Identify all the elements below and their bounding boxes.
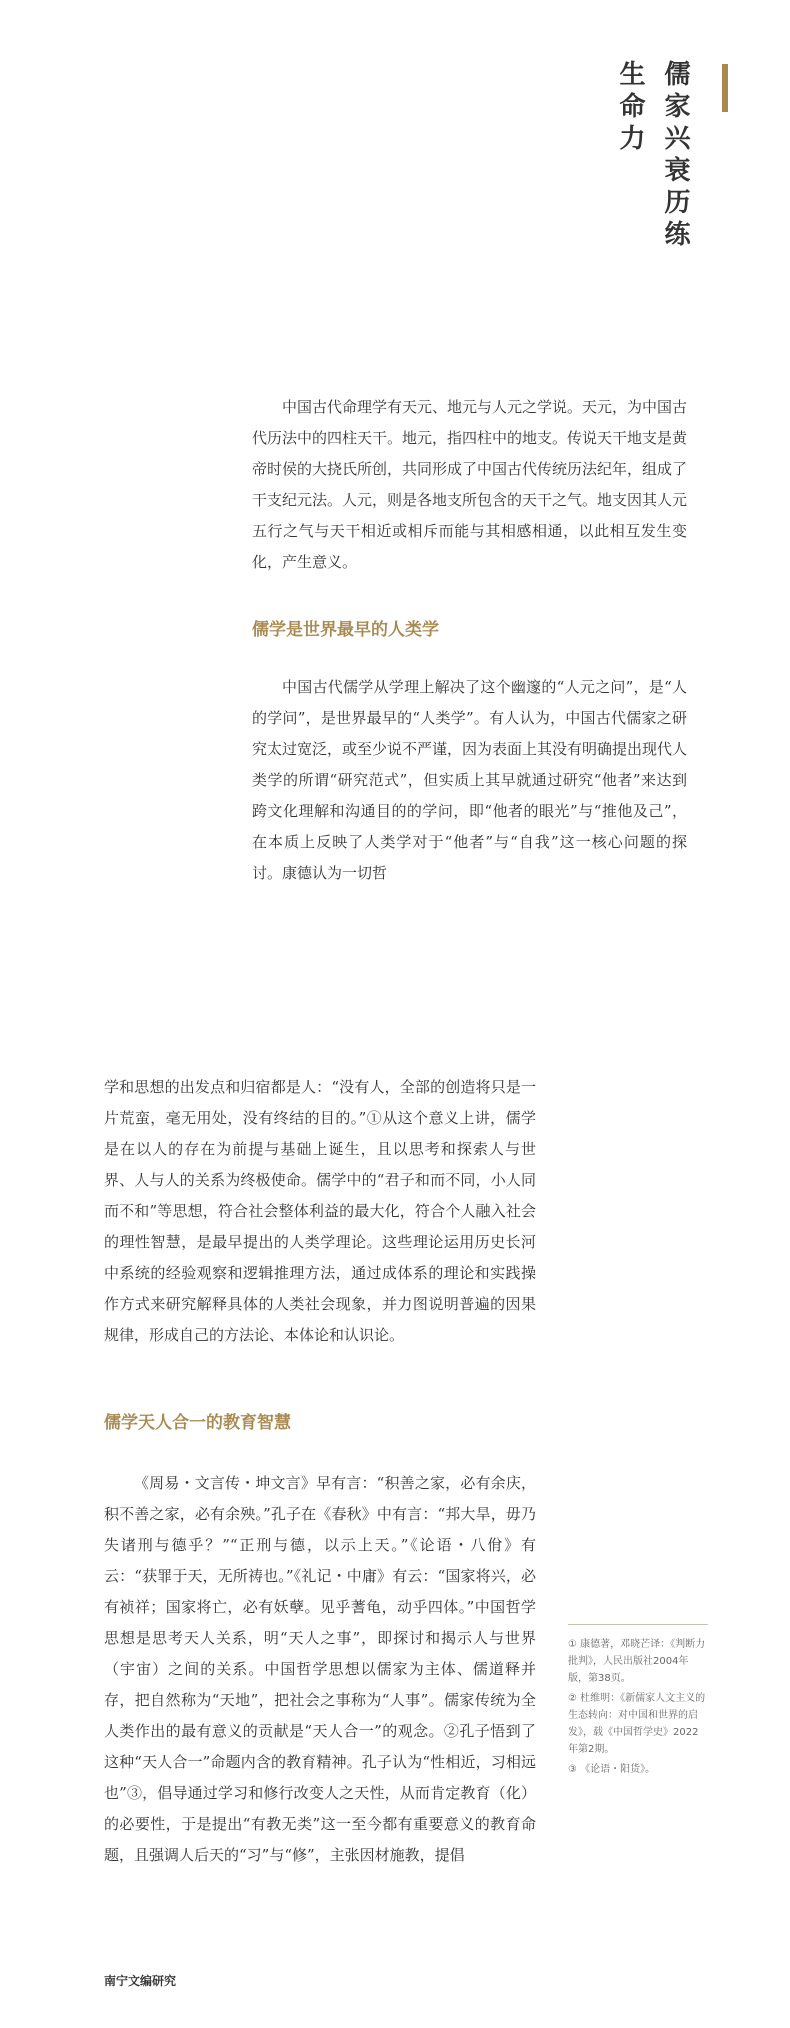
title-column-2: 生命力 [615, 60, 645, 156]
paragraph-anthropology: 中国古代儒学从学理上解决了这个幽邃的“人元之问”，是“人的学问”，是世界最早的“人类学”。有人认为，中国古代儒家之研究太过宽泛，或至少说不严谨，因为表面上其没有明确提出现代人类学的所谓“研究范式”，但实质上其早就通过研究“他者”来达到跨文化理解和沟通目的的学问，即“他者的眼光”与“推他及己”，在本质上反映了人类学对于“他者”与“自我”这一核心问题的探讨。康德认为一切哲 [252, 678, 688, 882]
title-column-1: 儒家兴衰历练 [660, 60, 690, 252]
footnotes [568, 1636, 708, 1781]
vertical-title [612, 60, 694, 252]
footnote-3: ③ 《论语・阳货》。 [568, 1764, 656, 1775]
footnote-2: ② 杜维明：《新儒家人文主义的生态转向：对中国和世界的启发》，载《中国哲学史》2022年第2期。 [568, 1693, 706, 1755]
section-heading-education: 儒学天人合一的教育智慧 [104, 1413, 291, 1433]
section-heading-anthropology: 儒学是世界最早的人类学 [252, 620, 439, 640]
footnote-1: ① 康德著，邓晓芒译：《判断力批判》，人民出版社2004年版，第38页。 [568, 1639, 706, 1684]
paragraph-education: 《周易・文言传・坤文言》早有言：“积善之家，必有余庆，积不善之家，必有余殃。”孔子在《春秋》中有言：“邦大旱，毋乃失诸刑与德乎？”“正刑与德，以示上天。”《论语・八佾》有云：“获罪于天，无所祷也。”《礼记・中庸》有云：“国家将兴，必有祯祥；国家将亡，必有妖孽。见乎蓍龟，动乎四体。”中国哲学思想是思考天人关系，明“天人之事”，即探讨和揭示人与世界（宇宙）之间的关系。中国哲学思想以儒家为主体、儒道释并存，把自然称为“天地”，把社会之事称为“人事”。儒家传统为全人类作出的最有意义的贡献是“天人合一”的观念。②孔子悟到了这种“天人合一”命题内含的教育精神。孔子认为“性相近，习相远也”③，倡导通过学习和修行改变人之天性，从而肯定教育（化）的必要性，于是提出“有教无类”这一至今都有重要意义的教育命题，且强调人后天的“习”与“修”，主张因材施教，提倡 [104, 1474, 536, 1864]
footnote-divider [568, 1624, 708, 1625]
paragraph-continued: 学和思想的出发点和归宿都是人：“没有人，全部的创造将只是一片荒蛮，毫无用处，没有终结的目的。”①从这个意义上讲，儒学是在以人的存在为前提与基础上诞生，且以思考和探索人与世界、人与人的关系为终极使命。儒学中的“君子和而不同，小人同而不和”等思想，符合社会整体利益的最大化，符合个人融入社会的理性智慧，是最早提出的人类学理论。这些理论运用历史长河中系统的经验观察和逻辑推理方法，通过成体系的理论和实践操作方式来研究解释具体的人类社会现象，并力图说明普遍的因果规律，形成自己的方法论、本体论和认识论。 [104, 1078, 536, 1344]
journal-footer: 南宁文编研究 [104, 1974, 177, 1988]
title-accent-bar [722, 64, 728, 112]
paragraph-intro: 中国古代命理学有天元、地元与人元之学说。天元，为中国古代历法中的四柱天干。地元，指四柱中的地支。传说天干地支是黄帝时侯的大挠氏所创，共同形成了中国古代传统历法纪年，组成了干支纪元法。人元，则是各地支所包含的天干之气。地支因其人元五行之气与天干相近或相斥而能与其相感相通，以此相互发生变化，产生意义。 [252, 398, 688, 571]
